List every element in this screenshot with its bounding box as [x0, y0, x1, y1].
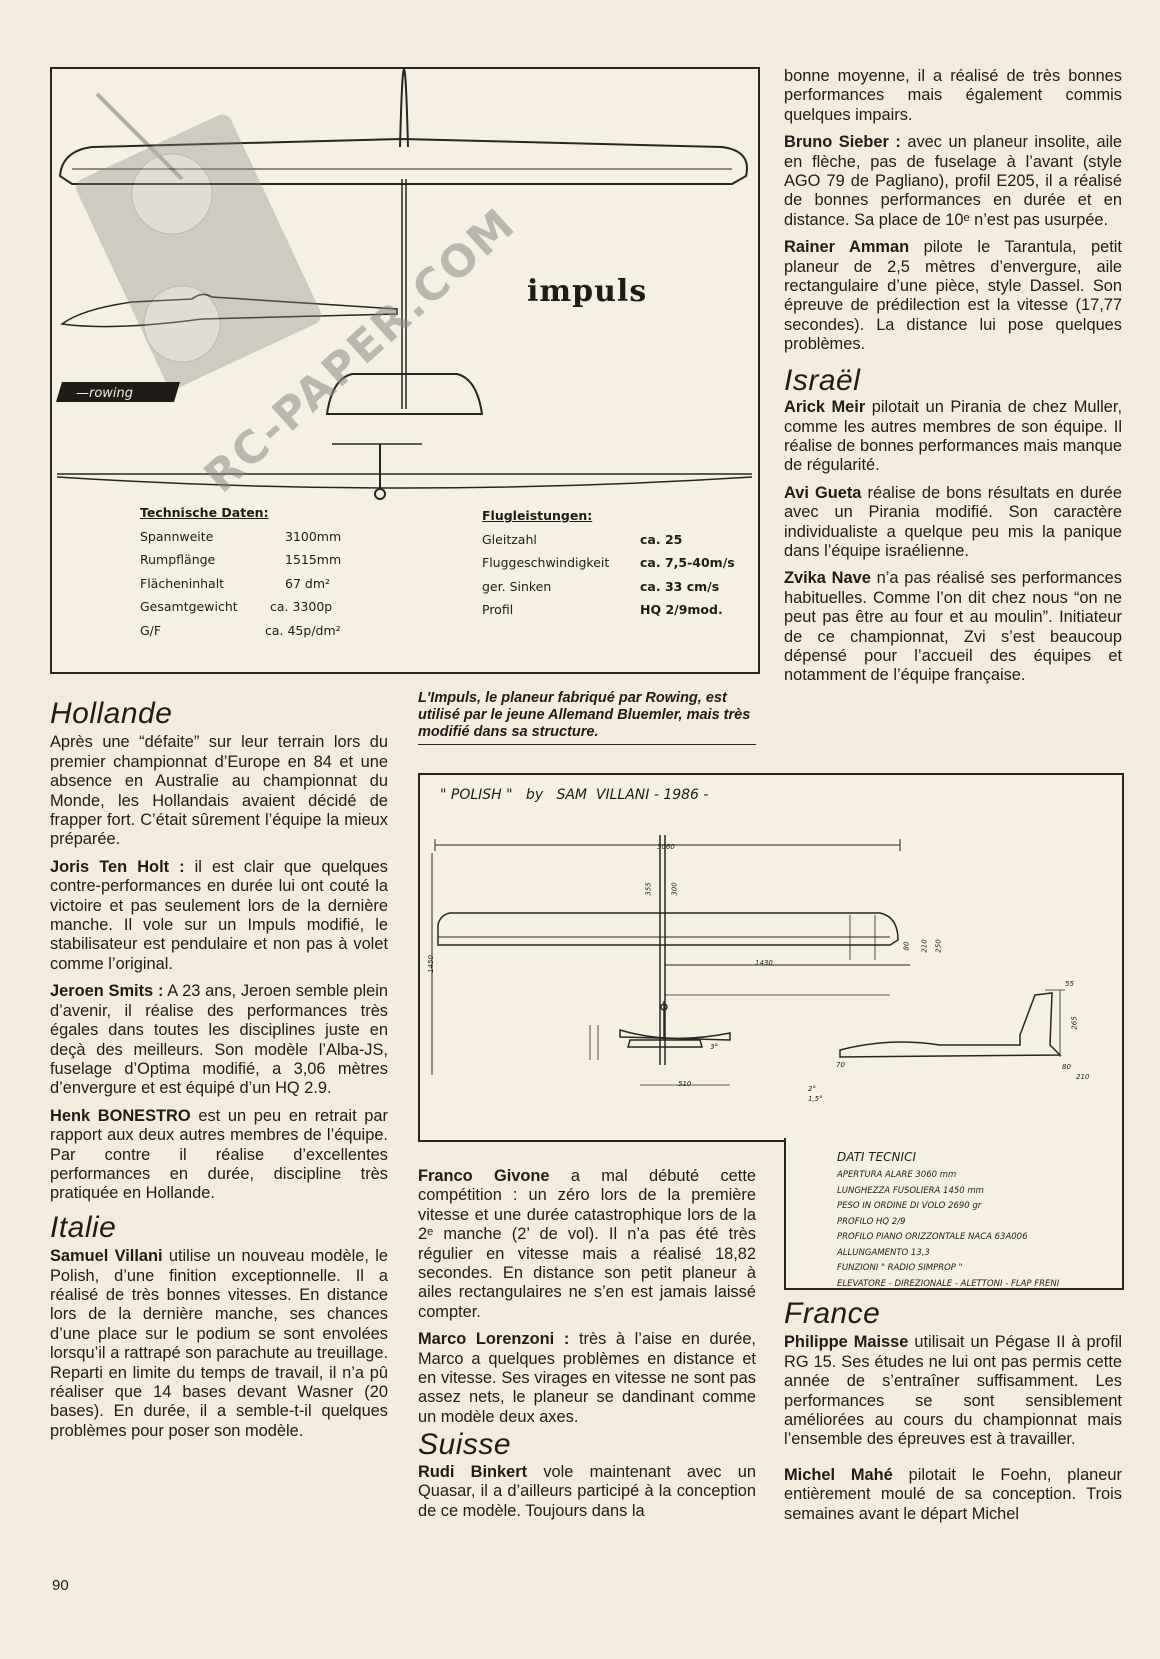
dati-line: PESO IN ORDINE DI VOLO 2690 gr — [837, 1201, 982, 1211]
paragraph-henk: Henk BONESTRO est un peu en retrait par rapport aux deux autres membres de l’équipe. Par contre il réalise d’excellentes performances en durée, discipline très pratiquée en Hollande. — [50, 1106, 388, 1203]
column-2 — [418, 1167, 756, 1529]
dati-line: PROFILO PIANO ORIZZONTALE NACA 63A006 — [837, 1232, 1028, 1242]
dati-line: LUNGHEZZA FUSOLIERA 1450 mm — [837, 1185, 984, 1196]
dim-250: 250 — [934, 939, 943, 953]
flight-row: Fluggeschwindigkeit ca. 7,5-40m/s — [482, 555, 735, 570]
dati-line: ALLUNGAMENTO 13,3 — [837, 1247, 930, 1258]
paragraph-bruno: Bruno Sieber : avec un planeur insolite, aile en flèche, pas de fuselage à l’avant (style AGO 79 de Pagliano), profil E205, il a réalisé de bonnes performances en durée et en distance. Sa place de 10ᵉ n’est pas usurpée. — [784, 133, 1122, 229]
tech-row: Spannweite 3100mm — [140, 528, 342, 544]
rowing-logo-text: —rowing — [76, 386, 134, 401]
dim-tail: 1430 — [755, 959, 773, 967]
tech-row: Flächeninhalt 67 dm² — [140, 575, 331, 591]
dim-300: 300 — [670, 882, 679, 896]
section-title-israel: Israël — [784, 363, 861, 397]
polish-figure — [418, 773, 1124, 1142]
paragraph-rainer: Rainer Amman pilote le Tarantula, petit planeur de 2,5 mètres d’envergure, aile rectangulaire d’une pièce, style Dassel. Son épreuve de prédilection est la vitesse (17,77 secondes). La distance lui pose quelques problèmes. — [784, 238, 1122, 354]
dati-line: APERTURA ALARE 3060 mm — [837, 1170, 957, 1180]
flight-data — [482, 504, 752, 622]
paragraph-joris: Joris Ten Holt : il est clair que quelques contre-performances en durée lui ont couté la victoire et pas seulement lors de la dernière manche. Il vole sur un Impuls modifié, le stabilisateur est pendulaire et non pas à volet comme l’original. — [50, 857, 388, 973]
paragraph-michel: Michel Mahé pilotait le Foehn, planeur entièrement moulé de sa conception. Trois semaines avant le départ Michel — [784, 1465, 1122, 1523]
tech-data-heading: Technische Daten: — [140, 505, 269, 520]
dati-tecnici-heading: DATI TECNICI — [837, 1150, 916, 1164]
column-3-bottom — [784, 1297, 1122, 1532]
paragraph-jeroen: Jeroen Smits : A 23 ans, Jeroen semble plein d’avenir, il réalise des performances très égales dans toutes les disciplines juste en deçà des meilleurs. Son modèle l’Alba-JS, fuselage d’Optima modifié, a 3,06 mètres d’envergure et est équipé d’un HQ 2.9. — [50, 982, 388, 1098]
paragraph-continued: bonne moyenne, il a réalisé de très bonnes performances mais également commis quelques impairs. — [784, 67, 1122, 124]
impuls-caption: L'Impuls, le planeur fabriqué par Rowing, est utilisé par le jeune Allemand Bluemler, mais très modifié dans sa structure. — [418, 690, 751, 740]
page-number: 90 — [52, 1577, 69, 1594]
dim-55: 55 — [1065, 980, 1074, 988]
dati-line: ELEVATORE - DIREZIONALE - ALETTONI - FLAP FRENI — [837, 1278, 1060, 1289]
dati-tecnici-list — [837, 1168, 1107, 1292]
dim-2deg: 2° — [808, 1085, 816, 1093]
dim-80b: 80 — [1062, 1063, 1071, 1071]
section-title-suisse: Suisse — [418, 1428, 512, 1462]
dim-span: 3060 — [657, 843, 675, 851]
section-title-hollande: Hollande — [50, 697, 173, 730]
flight-row: ger. Sinken ca. 33 cm/s — [482, 578, 720, 594]
dim-265: 265 — [1070, 1016, 1079, 1030]
paragraph-samuel: Samuel Villani utilise un nouveau modèle, le Polish, d’une finition exceptionnelle. Il a réalisé de très bonnes vitesses. En distance lors de la dernière manche, ses chances d’une place sur le podium se sont envolées lorsqu’il a rattrapé son parachute au treuillage. Reparti en limite du temps de travail, il n’a pû réaliser que 14 bases devant Wasner (20 bases). En durée, il a semble-t-il quelques problèmes pour poser son modèle. — [50, 1247, 388, 1440]
tech-data — [140, 501, 380, 642]
section-title-italie: Italie — [50, 1210, 117, 1244]
dati-line: FUNZIONI " RADIO SIMPROP " — [837, 1263, 963, 1273]
column-3 — [784, 67, 1122, 694]
dim-3deg: 3° — [710, 1043, 718, 1051]
dim-15deg: 1,5° — [808, 1095, 823, 1103]
dim-510: 510 — [678, 1080, 692, 1088]
impuls-figure — [50, 67, 760, 674]
paragraph-franco: Franco Givone a mal débuté cette compétition : un zéro lors de la première vitesse et une durée catastrophique lors de la 2ᵉ manche (2’ de vol). Il n’a pas été très régulier en vitesse mais a réalisé 18,82 secondes. En distance son petit planeur à ailes rectangulaires ne s’en est jamais laissé compter. — [418, 1167, 756, 1321]
polish-title: " POLISH " by SAM VILLANI - 1986 - — [440, 787, 709, 803]
paragraph-philippe: Philippe Maisse utilisait un Pégase II à profil RG 15. Ses études ne lui ont pas permis cette année de s’entraîner suffisamment. Les performances se sont sensiblement améliorées au cours du championnat mais l’ensemble des épreuves est à travailler. — [784, 1333, 1122, 1449]
dim-355: 355 — [644, 882, 653, 896]
flight-row: Profil HQ 2/9mod. — [482, 602, 723, 617]
paragraph-marco: Marco Lorenzoni : très à l’aise en durée, Marco a quelques problèmes en distance et en vitesse. Ses virages en vitesse ne sont pas assez nets, le planeur se dandinant comme un modèle deux axes. — [418, 1330, 756, 1426]
dim-210b: 210 — [1076, 1073, 1090, 1081]
flight-row: Gleitzahl ca. 25 — [482, 531, 683, 547]
tech-row: Rumpflänge 1515mm — [140, 552, 342, 567]
caption-rule — [418, 744, 756, 745]
column-1 — [50, 697, 388, 1449]
dati-line: PROFILO HQ 2/9 — [837, 1216, 906, 1227]
paragraph-zvika: Zvika Nave n’a pas réalisé ses performances habituelles. Comme l’on dit chez nous “on ne peut pas être au four et au moulin”. Initiateur de ce championnat, Zvi s’est beaucoup dépensé pour l’accueil des équipes et notamment de l’équipe française. — [784, 569, 1122, 685]
dim-fuselage: 1450 — [426, 955, 435, 973]
dim-80: 80 — [902, 941, 911, 951]
hollande-intro: Après une “défaite” sur leur terrain lors du premier championnat d’Europe en 84 et une absence en Australie au championnat du Monde, les Hollandais avaient décidé de frapper fort. C’était sûrement l’équipe la mieux préparée. — [50, 733, 388, 849]
paragraph-arick: Arick Meir pilotait un Pirania de chez Muller, comme les autres membres de son équipe. Il réalise de bonnes performances mais manque de régularité. — [784, 398, 1122, 475]
polish-drawing — [420, 775, 1122, 1140]
dim-210: 210 — [920, 939, 929, 953]
dim-70: 70 — [836, 1061, 845, 1069]
paragraph-rudi: Rudi Binkert vole maintenant avec un Quasar, il a d’ailleurs participé à la conception de ce modèle. Toujours dans la — [418, 1462, 756, 1520]
section-title-france: France — [784, 1297, 881, 1330]
tech-row: G/F ca. 45p/dm² — [140, 622, 341, 638]
tech-row: Gesamtgewicht ca. 3300p — [140, 599, 333, 614]
paragraph-avi: Avi Gueta réalise de bons résultats en durée avec un Pirania modifié. Son caractère individualiste a quelque peu mis la panique dans l’équipe israélienne. — [784, 483, 1122, 560]
flight-data-heading: Flugleistungen: — [482, 508, 593, 523]
rc-paper-watermark: RC-PAPER.COM — [195, 198, 526, 503]
impuls-logo: impuls — [527, 274, 648, 309]
